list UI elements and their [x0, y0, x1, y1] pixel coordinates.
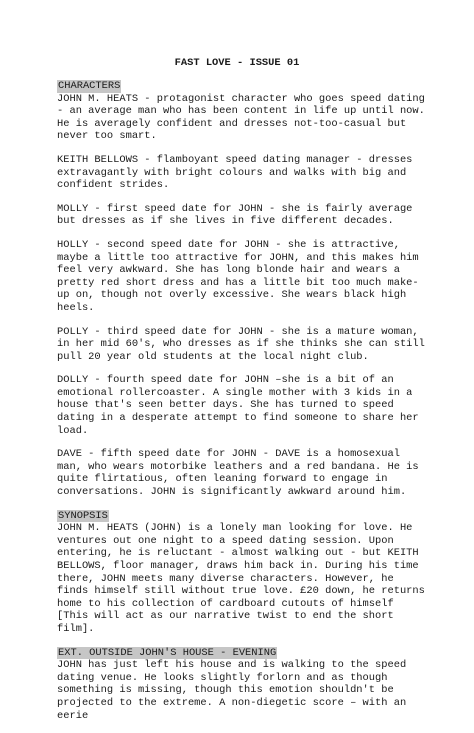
synopsis-section	[57, 510, 425, 636]
scene-text: JOHN has just left his house and is walking to the speed dating venue. He looks slightly forlorn and as though something is missing, though this emotion shouldn't be projected to the extreme. A non-diegetic score – with an eerie	[57, 659, 407, 722]
character-dolly: DOLLY - fourth speed date for JOHN –she is a bit of an emotional rollercoaster. A single mother with 3 kids in a house that's seen better days. She has turned to speed dating in a desperate attempt to find someone to share her load.	[57, 374, 419, 437]
characters-heading: CHARACTERS	[58, 80, 121, 92]
character-holly: HOLLY - second speed date for JOHN - she is attractive, maybe a little too attractive for JOHN, and this makes him feel very awkward. She has long blonde hair and wears a pretty red short dress and has a little bit too much make-up on, though not overly excessive. She wears black high heels.	[57, 238, 419, 314]
character-polly: POLLY - third speed date for JOHN - she is a mature woman, in her mid 60's, who dresses as if she thinks she can still pull 20 year old students at the local night club.	[57, 325, 425, 363]
synopsis-heading: SYNOPSIS	[58, 509, 108, 522]
synopsis-text: JOHN M. HEATS (JOHN) is a lonely man looking for love. He ventures out one night to a speed dating session. Upon entering, he is reluctant - almost walking out - but KEITH BELLOWS, floor manager, draws him back in. During his time there, JOHN meets many diverse characters. However, he finds himself still without true love. £20 down, he returns home to his collection of cardboard cutouts of himself [This will act as our narrative twist to end the short film].	[57, 522, 425, 635]
scene-section	[57, 647, 425, 723]
character-dave: DAVE - fifth speed date for JOHN - DAVE is a homosexual man, who wears motorbike leathers and a red bandana. He is quite flirtatious, often leaning forward to engage in conversations. JOHN is significantly awkward around him.	[57, 448, 419, 499]
document-title: FAST LOVE - ISSUE 01	[174, 57, 300, 69]
document-body	[57, 80, 425, 733]
character-keith: KEITH BELLOWS - flamboyant speed dating manager - dresses extravagantly with bright colours and walks with big and confident strides.	[57, 153, 413, 192]
character-john: JOHN M. HEATS - protagonist character who goes speed dating - an average man who has been content in life up until now. He is averagely confident and dresses not-too-casual but never too smart.	[57, 92, 425, 143]
character-molly: MOLLY - first speed date for JOHN - she is fairly average but dresses as if she lives in five different decades.	[57, 202, 413, 228]
scene-heading: EXT. OUTSIDE JOHN'S HOUSE - EVENING	[58, 646, 277, 659]
characters-section	[57, 80, 425, 499]
